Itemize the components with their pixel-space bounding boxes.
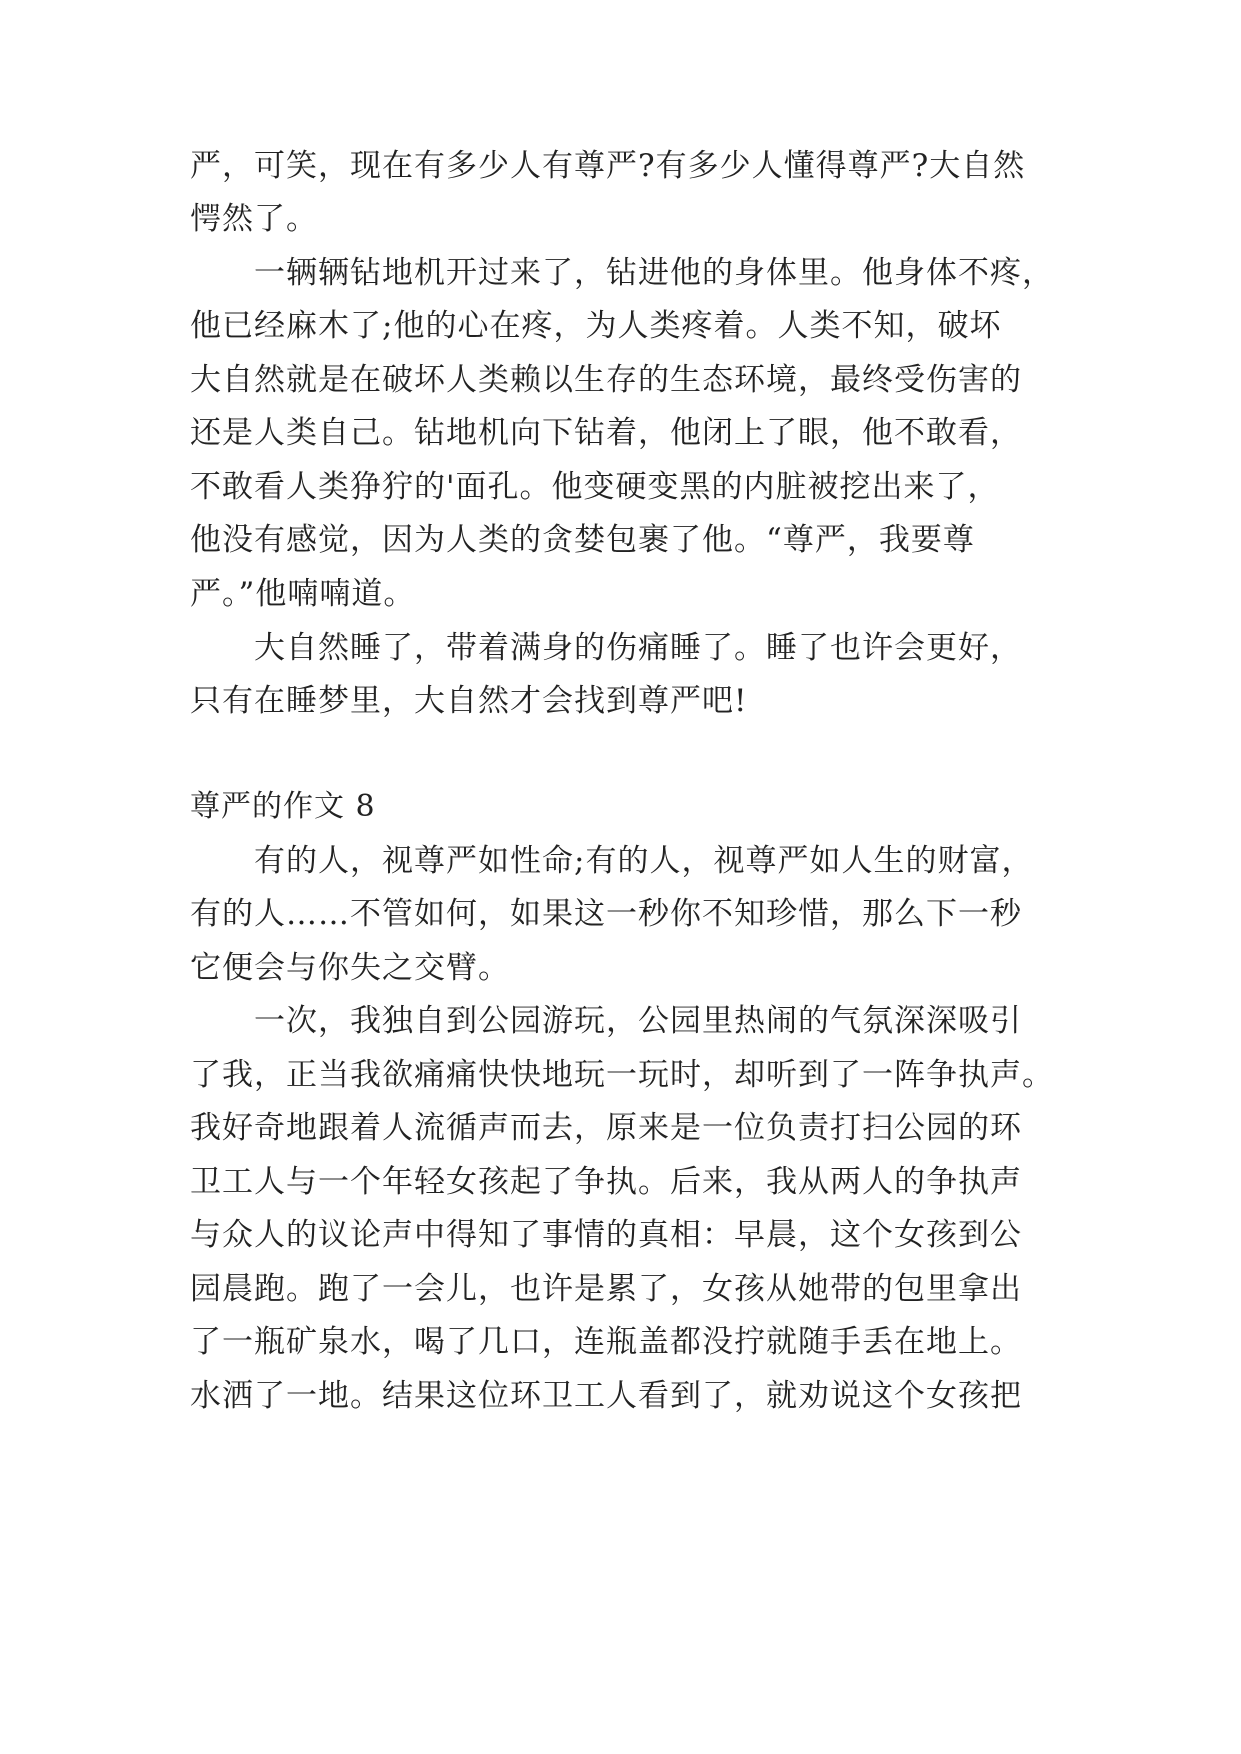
text-line: 卫工人与一个年轻女孩起了争执。后来，我从两人的争执声 <box>190 1164 1022 1200</box>
paragraph-first-line: 一辆辆钻地机开过来了，钻进他的身体里。他身体不疼， <box>254 255 1054 291</box>
paragraph-first-line: 一次，我独自到公园游玩，公园里热闹的气氛深深吸引 <box>254 1003 1022 1039</box>
text-line: 只有在睡梦里，大自然才会找到尊严吧! <box>190 683 748 719</box>
text-line: 有的人……不管如何，如果这一秒你不知珍惜，那么下一秒 <box>190 896 1022 932</box>
text-line: 不敢看人类狰狞的'面孔。他变硬变黑的内脏被挖出来了， <box>190 469 1000 505</box>
text-line: 大自然就是在破坏人类赖以生存的生态环境，最终受伤害的 <box>190 362 1022 398</box>
paragraph-first-line: 大自然睡了，带着满身的伤痛睡了。睡了也许会更好， <box>254 630 1022 666</box>
text-line: 严。”他喃喃道。 <box>190 576 416 612</box>
text-line: 园晨跑。跑了一会儿，也许是累了，女孩从她带的包里拿出 <box>190 1271 1022 1307</box>
text-line: 了一瓶矿泉水，喝了几口，连瓶盖都没拧就随手丢在地上。 <box>190 1324 1022 1360</box>
text-line: 他没有感觉，因为人类的贪婪包裹了他。“尊严，我要尊 <box>190 522 975 558</box>
text-line: 了我，正当我欲痛痛快快地玩一玩时，却听到了一阵争执声。 <box>190 1057 1054 1093</box>
text-line: 愕然了。 <box>190 201 318 237</box>
text-line: 与众人的议论声中得知了事情的真相：早晨，这个女孩到公 <box>190 1217 1022 1253</box>
paragraph-first-line: 有的人，视尊严如性命;有的人，视尊严如人生的财富， <box>254 843 1034 879</box>
text-line: 我好奇地跟着人流循声而去，原来是一位负责打扫公园的环 <box>190 1110 1022 1146</box>
text-line: 水洒了一地。结果这位环卫工人看到了，就劝说这个女孩把 <box>190 1378 1022 1414</box>
section-heading: 尊严的作文 8 <box>190 789 376 824</box>
text-line: 还是人类自己。钻地机向下钻着，他闭上了眼，他不敢看， <box>190 415 1022 451</box>
text-line: 他已经麻木了;他的心在疼，为人类疼着。人类不知，破坏 <box>190 308 1002 344</box>
text-line: 它便会与你失之交臂。 <box>190 950 510 986</box>
text-line: 严，可笑，现在有多少人有尊严?有多少人懂得尊严?大自然 <box>190 148 1026 184</box>
